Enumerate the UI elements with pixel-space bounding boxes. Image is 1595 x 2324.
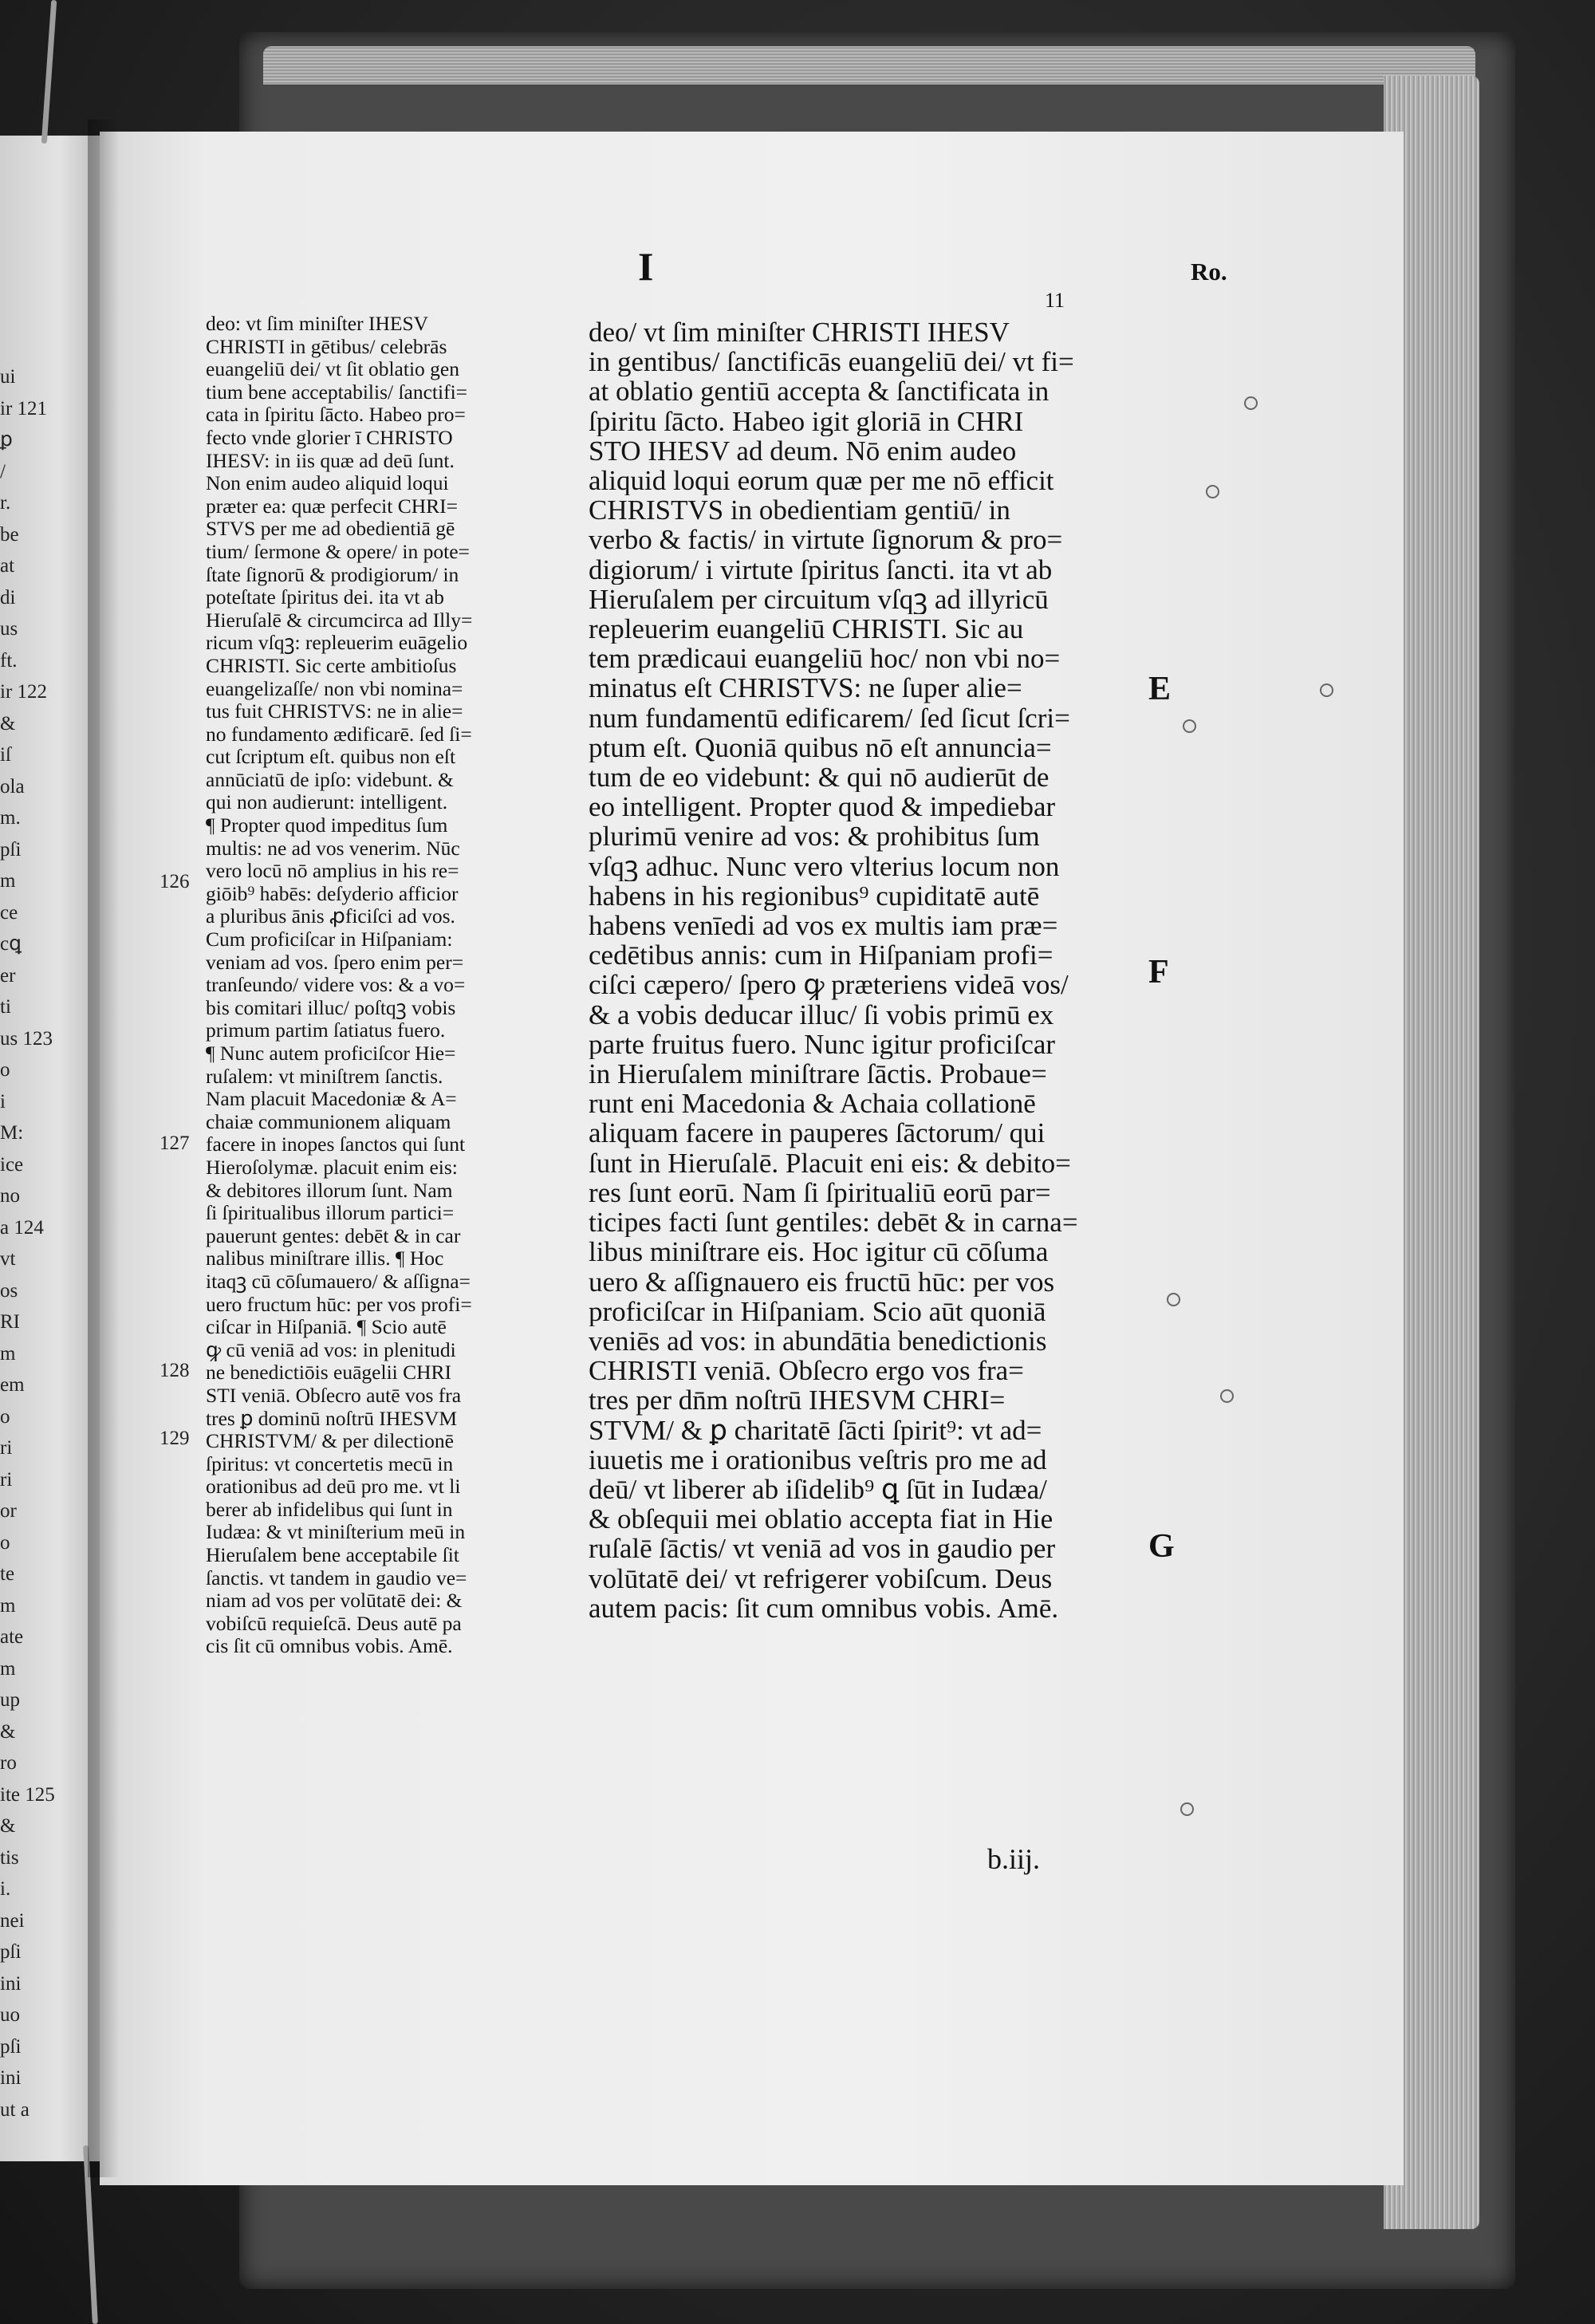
facing-page-fragment: m xyxy=(0,1594,16,1617)
facing-page-fragment: up xyxy=(0,1689,20,1711)
facing-page-fragment: r. xyxy=(0,492,11,514)
text-line: ciſci cæpero/ ſpero ꝙ præteriens videā vos/ xyxy=(589,970,1069,1000)
facing-page-fragment: pſi xyxy=(0,838,22,861)
text-line: itaqꝫ cū cōſumauero/ & aſſigna= xyxy=(206,1270,471,1293)
facing-page-fragment: ice xyxy=(0,1153,24,1176)
text-line: tus fuit CHRISTVS: ne in alie= xyxy=(206,700,463,723)
text-line: aliquid loqui eorum quæ per me nō efficit xyxy=(589,466,1054,496)
text-line: ruſalem: vt miniſtrem ſanctis. xyxy=(206,1065,443,1088)
text-line: tem prædicaui euangeliū hoc/ non vbi no= xyxy=(589,644,1061,674)
facing-page-fragment: i xyxy=(0,1090,6,1113)
facing-page-fragment: ro xyxy=(0,1752,17,1774)
facing-page-fragment: di xyxy=(0,586,16,609)
text-line: IHESV: in iis quæ ad deū ſunt. xyxy=(206,449,455,472)
facing-page-fragment: no xyxy=(0,1185,20,1207)
facing-page-fragment: em xyxy=(0,1374,25,1396)
text-line: Non enim audeo aliquid loqui xyxy=(206,472,449,495)
facing-page-fragment: M: xyxy=(0,1122,24,1144)
text-line: ticipes facti ſunt gentiles: debēt & in carna= xyxy=(589,1207,1078,1238)
facing-page-fragment: ir 121 xyxy=(0,397,48,420)
text-line: poteſtate ſpiritus dei. ita vt ab xyxy=(206,586,444,609)
text-line: ptum eſt. Quoniā quibus nō eſt annuncia= xyxy=(589,732,1052,763)
page-mark xyxy=(1180,1802,1194,1816)
page-mark xyxy=(1244,396,1258,410)
text-line: ¶ Nunc autem proficiſcor Hie= xyxy=(206,1042,456,1065)
text-line: bis comitari illuc/ poſtqꝫ vobis xyxy=(206,996,456,1019)
text-line: ſi ſpiritualibus illorum partici= xyxy=(206,1202,455,1225)
text-line: CHRISTVM/ & per dilectionē xyxy=(206,1430,454,1453)
text-line: uero fructum hūc: per vos profi= xyxy=(206,1293,472,1316)
text-line: habens in his regionibus⁹ cupiditatē autē xyxy=(589,880,1040,912)
text-line: Hieruſalem per circuitum vſqꝫ ad illyricū xyxy=(589,584,1049,615)
verse-number-126: 126 xyxy=(160,871,190,892)
page-mark xyxy=(1167,1293,1180,1306)
text-line: vero locū nō amplius in his re= xyxy=(206,860,459,883)
facing-page-fragment: nei xyxy=(0,1909,25,1932)
facing-page-fragment: cꝗ xyxy=(0,933,22,955)
text-line: STI veniā. Obſecro autē vos fra xyxy=(206,1384,462,1407)
text-line: annūciatū de ipſo: videbunt. & xyxy=(206,768,454,791)
text-line: euangeliū dei/ vt ſit oblatio gen xyxy=(206,358,459,381)
text-line: repleuerim euangeliū CHRISTI. Sic au xyxy=(589,614,1024,644)
text-line: ruſalē ſāctis/ vt veniā ad vos in gaudio per xyxy=(589,1534,1056,1564)
text-line: nalibus miniſtrare illis. ¶ Hoc xyxy=(206,1247,444,1270)
text-line: STVS per me ad obedientiā gē xyxy=(206,518,455,541)
facing-page-fragment: at xyxy=(0,555,15,577)
facing-page-fragment: a 124 xyxy=(0,1216,44,1239)
verse-number-128: 128 xyxy=(160,1360,190,1381)
text-line: veniēs ad vos: in abundātia benedictionis xyxy=(589,1325,1047,1357)
text-line: Hieroſolymæ. placuit enim eis: xyxy=(206,1156,458,1179)
text-line: Hieruſalem bene acceptabile ſit xyxy=(206,1544,459,1567)
text-line: minatus eſt CHRISTVS: ne ſuper alie= xyxy=(589,673,1022,703)
text-line: chaiæ communionem aliquam xyxy=(206,1110,451,1133)
text-line: volūtatē dei/ vt refrigerer vobiſcum. Deus xyxy=(589,1563,1053,1593)
text-line: ciſcar in Hiſpaniā. ¶ Scio autē xyxy=(206,1316,447,1339)
text-line: qui non audierunt: intelligent. xyxy=(206,791,448,814)
facing-page-fragment: ite 125 xyxy=(0,1783,55,1806)
text-line: autem pacis: ſit cum omnibus vobis. Amē. xyxy=(589,1593,1059,1623)
facing-page-fragment: ft. xyxy=(0,649,18,672)
facing-page-fragment: ir 122 xyxy=(0,681,48,703)
text-line: runt eni Macedonia & Achaia collationē xyxy=(589,1089,1036,1119)
text-line: præter ea: quæ perfecit CHRI= xyxy=(206,494,459,518)
facing-page-fragment: ut a xyxy=(0,2098,30,2121)
left-text-column xyxy=(206,313,545,1658)
page-mark xyxy=(1206,485,1219,498)
text-line: CHRISTI in gētibus/ celebrās xyxy=(206,335,447,358)
facing-page-fragment: m. xyxy=(0,807,21,829)
right-text-column xyxy=(589,317,1131,1623)
text-line: niam ad vos per volūtatē dei: & xyxy=(206,1589,463,1613)
page-mark xyxy=(1220,1389,1234,1403)
text-line: ſpiritus: vt concertetis mecū in xyxy=(206,1452,454,1475)
text-line: ricum vſqꝫ: repleuerim euāgelio xyxy=(206,632,468,655)
text-line: cis ſit cū omnibus vobis. Amē. xyxy=(206,1635,453,1658)
text-line: res ſunt eorū. Nam ſi ſpiritualiū eorū par= xyxy=(589,1177,1051,1208)
facing-page-fragment: ri xyxy=(0,1437,13,1459)
facing-page-fragment: RI xyxy=(0,1311,20,1333)
text-line: Cum proficiſcar in Hiſpaniam: xyxy=(206,928,453,951)
page-mark xyxy=(1183,719,1196,733)
text-line: in Hieruſalem miniſtrare ſāctis. Probaue= xyxy=(589,1059,1047,1089)
facing-page-fragment: ate xyxy=(0,1626,24,1648)
facing-page-fragment: o xyxy=(0,1059,10,1081)
facing-page-fragment: m xyxy=(0,1342,16,1365)
facing-page-fragment: pſi xyxy=(0,2035,22,2058)
text-line: ſanctis. vt tandem in gaudio ve= xyxy=(206,1566,467,1589)
facing-page-fragment: te xyxy=(0,1563,15,1585)
text-line: ꝙ cū veniā ad vos: in plenitudi xyxy=(206,1338,456,1361)
facing-page-fragment: be xyxy=(0,523,19,546)
text-line: tres ꝑ dominū noſtrū IHESVM xyxy=(206,1407,458,1430)
text-line: pauerunt gentes: debēt & in car xyxy=(206,1224,461,1247)
text-line: CHRISTVS in obedientiam gentiū/ in xyxy=(589,495,1010,526)
text-line: CHRISTI veniā. Obſecro ergo vos fra= xyxy=(589,1356,1024,1386)
text-line: parte fruitus fuero. Nunc igitur proficiſcar xyxy=(589,1029,1056,1060)
facing-page-fragment: ti xyxy=(0,996,11,1018)
facing-page-fragment: us 123 xyxy=(0,1027,53,1050)
text-line: in gentibus/ ſanctificās euangeliū dei/ vt fi= xyxy=(589,347,1074,377)
text-line: ſtate ſignorū & prodigiorum/ in xyxy=(206,563,459,586)
section-letter-g: G xyxy=(1148,1528,1175,1565)
facing-page-fragment: or xyxy=(0,1500,17,1522)
text-line: aliquam facere in pauperes ſāctorum/ qui xyxy=(589,1118,1046,1148)
text-line: cata in ſpiritu ſācto. Habeo pro= xyxy=(206,404,466,427)
text-line: euangelizaſſe/ non vbi nomina= xyxy=(206,677,463,700)
facing-page-fragment: iſ xyxy=(0,744,11,766)
facing-page-fragment: os xyxy=(0,1279,18,1302)
facing-page-fragment: pſi xyxy=(0,1941,22,1963)
text-line: no fundamento ædificarē. ſed ſi= xyxy=(206,723,472,746)
facing-page-fragment: er xyxy=(0,964,16,987)
facing-page-fragment: m xyxy=(0,870,16,892)
text-line: & obſequii mei oblatio accepta fiat in Hie xyxy=(589,1504,1053,1534)
text-line: Nam placuit Macedoniæ & A= xyxy=(206,1088,457,1111)
facing-page-fragment: m xyxy=(0,1657,16,1680)
text-line: deo: vt ſim miniſter IHESV xyxy=(206,313,429,335)
text-line: veniam ad vos. ſpero enim per= xyxy=(206,951,464,974)
facing-page-fragment: & xyxy=(0,1720,16,1743)
facing-page-fragment: o xyxy=(0,1405,10,1428)
text-line: CHRISTI. Sic certe ambitioſus xyxy=(206,654,457,677)
facing-page-fragment: & xyxy=(0,712,16,735)
text-line: digiorum/ i virtute ſpiritus ſancti. ita vt ab xyxy=(589,554,1053,585)
gutter-shadow xyxy=(88,120,120,2177)
text-line: num fundamentū edificarem/ ſed ſicut ſcri= xyxy=(589,703,1070,733)
text-line: deū/ vt liberer ab iſidelib⁹ ꝗ ſūt in Iudæa/ xyxy=(589,1474,1047,1505)
facing-page-fragment: ui xyxy=(0,366,16,388)
text-line: habens venīedi ad vos ex multis iam præ= xyxy=(589,911,1058,941)
column-number-left: I xyxy=(638,244,654,289)
text-line: cedētibus annis: cum in Hiſpaniam profi= xyxy=(589,940,1053,971)
facing-page-fragment: ꝑ xyxy=(0,429,13,451)
facing-page-fragment: / xyxy=(0,460,6,483)
text-line: Hieruſalē & circumcirca ad Illy= xyxy=(206,609,473,632)
text-line: berer ab infidelibus qui ſunt in xyxy=(206,1498,453,1521)
text-line: tium/ ſermone & opere/ in pote= xyxy=(206,540,470,563)
text-line: & debitores illorum ſunt. Nam xyxy=(206,1179,453,1202)
section-letter-f: F xyxy=(1148,954,1169,991)
text-line: ſunt in Hieruſalē. Placuit eni eis: & debito= xyxy=(589,1148,1071,1178)
text-line: tres per dn̄m noſtrū IHESVM CHRI= xyxy=(589,1385,1006,1416)
text-line: deo/ vt ſim miniſter CHRISTI IHESV xyxy=(589,317,1010,348)
text-line: facere in inopes ſanctos qui ſunt xyxy=(206,1133,466,1156)
text-line: orationibus ad deū pro me. vt li xyxy=(206,1475,461,1499)
facing-page-fragment: ini xyxy=(0,1972,22,1995)
facing-page-fragment: ce xyxy=(0,901,18,924)
text-line: eo intelligent. Propter quod & impediebar xyxy=(589,792,1056,822)
section-letter-e: E xyxy=(1148,671,1172,707)
text-line: vſqꝫ adhuc. Nunc vero vlterius locum non xyxy=(589,851,1060,881)
text-line: STO IHESV ad deum. Nō enim audeo xyxy=(589,435,1017,467)
text-line: tranſeundo/ videre vos: & a vo= xyxy=(206,974,466,997)
facing-page-fragment: tis xyxy=(0,1846,19,1869)
running-head: Ro. xyxy=(1191,258,1227,286)
facing-page-fragment: us xyxy=(0,618,18,640)
verse-number-129: 129 xyxy=(160,1428,190,1449)
text-line: STVM/ & ꝑ charitatē ſācti ſpirit⁹: vt ad= xyxy=(589,1415,1042,1445)
text-line: ¶ Propter quod impeditus ſum xyxy=(206,814,448,837)
facing-page-fragment: uo xyxy=(0,2004,20,2026)
text-line: tum de eo videbunt: & qui nō audierūt de xyxy=(589,762,1050,793)
page-mark xyxy=(1320,683,1333,697)
facing-page-fragment: ini xyxy=(0,2067,22,2089)
text-line: primum partim ſatiatus fuero. xyxy=(206,1019,446,1042)
verse-number-127: 127 xyxy=(160,1132,190,1154)
facing-page-fragment: ri xyxy=(0,1468,13,1491)
text-line: ne benedictiōis euāgelii CHRI xyxy=(206,1361,452,1385)
text-line: plurimū venire ad vos: & prohibitus ſum xyxy=(589,821,1040,852)
text-line: libus miniſtrare eis. Hoc igitur cū cōſuma xyxy=(589,1237,1049,1267)
text-line: Iudæa: & vt miniſterium meū in xyxy=(206,1521,466,1544)
text-line: tium bene acceptabilis/ ſanctifi= xyxy=(206,380,468,404)
text-line: vobiſcū requieſcā. Deus autē pa xyxy=(206,1612,462,1635)
text-line: at oblatio gentiū accepta & ſanctificata in xyxy=(589,376,1050,407)
page-edges-top xyxy=(263,46,1475,85)
text-line: multis: ne ad vos venerim. Nūc xyxy=(206,837,460,860)
facing-page-fragment: o xyxy=(0,1531,10,1554)
text-line: proficiſcar in Hiſpaniam. Scio aūt quoniā xyxy=(589,1296,1046,1326)
facing-page-fragment: ola xyxy=(0,775,25,798)
facing-page-fragment: i. xyxy=(0,1878,11,1900)
text-line: a pluribus ānis ꝓficiſci ad vos. xyxy=(206,905,455,928)
text-line: fecto vnde glorier ī CHRISTO xyxy=(206,426,453,449)
column-number-right: 11 xyxy=(1045,289,1065,312)
text-line: giōib⁹ habēs: deſyderio afficior xyxy=(206,882,459,905)
facing-page xyxy=(0,136,100,2161)
signature-mark: b.iij. xyxy=(987,1843,1041,1875)
text-line: cut ſcriptum eſt. quibus non eſt xyxy=(206,746,456,769)
text-line: uero & aſſignauero eis fructū hūc: per vos xyxy=(589,1266,1055,1297)
facing-page-fragment: vt xyxy=(0,1248,16,1270)
text-line: & a vobis deducar illuc/ ſi vobis primū ex xyxy=(589,999,1054,1030)
facing-page-fragment: & xyxy=(0,1815,16,1837)
text-line: verbo & factis/ in virtute ſignorum & pro= xyxy=(589,525,1063,555)
text-line: iuuetis me i orationibus veſtris pro me ad xyxy=(589,1444,1047,1475)
text-line: ſpiritu ſācto. Habeo igit gloriā in CHRI xyxy=(589,406,1024,436)
